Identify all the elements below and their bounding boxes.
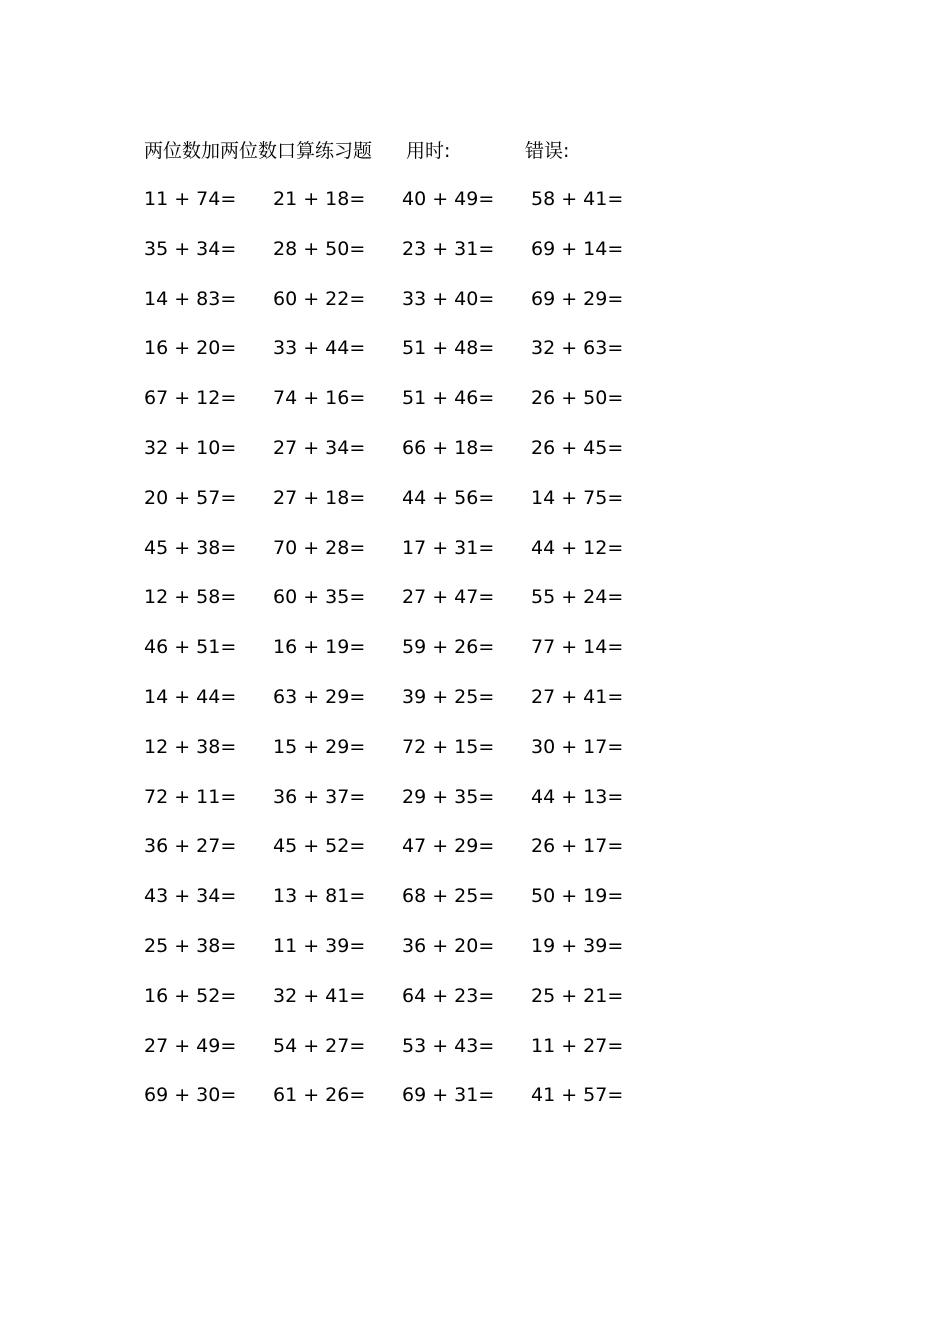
problem-item: 64 + 23= <box>402 984 495 1007</box>
problem-item: 60 + 22= <box>273 287 366 310</box>
problem-item: 11 + 27= <box>531 1034 624 1057</box>
worksheet-header <box>144 137 804 165</box>
problem-item: 36 + 27= <box>144 835 237 858</box>
problem-item: 60 + 35= <box>273 586 366 609</box>
problem-item: 29 + 35= <box>402 785 495 808</box>
problem-item: 27 + 49= <box>144 1034 237 1057</box>
problem-item: 40 + 49= <box>402 188 495 210</box>
problem-item: 33 + 40= <box>402 287 495 310</box>
problem-item: 33 + 44= <box>273 337 366 360</box>
problem-item: 23 + 31= <box>402 237 495 260</box>
problem-item: 21 + 18= <box>273 188 366 210</box>
problem-item: 61 + 26= <box>273 1084 366 1107</box>
problem-item: 14 + 44= <box>144 685 237 708</box>
problem-item: 55 + 24= <box>531 586 624 609</box>
problem-item: 51 + 46= <box>402 387 495 410</box>
problem-item: 26 + 50= <box>531 387 624 410</box>
problem-item: 27 + 41= <box>531 685 624 708</box>
problem-item: 69 + 31= <box>402 1084 495 1107</box>
problem-item: 35 + 34= <box>144 237 237 260</box>
problem-item: 51 + 48= <box>402 337 495 360</box>
problem-item: 72 + 15= <box>402 735 495 758</box>
problem-item: 36 + 20= <box>402 934 495 957</box>
problem-item: 32 + 41= <box>273 984 366 1007</box>
problem-item: 27 + 18= <box>273 486 366 509</box>
problem-item: 20 + 57= <box>144 486 237 509</box>
problem-item: 59 + 26= <box>402 636 495 659</box>
problem-item: 14 + 75= <box>531 486 624 509</box>
problem-item: 70 + 28= <box>273 536 366 559</box>
problem-item: 54 + 27= <box>273 1034 366 1057</box>
problem-item: 66 + 18= <box>402 436 495 459</box>
time-label: 用时: <box>406 140 451 162</box>
problem-item: 63 + 29= <box>273 685 366 708</box>
problem-item: 12 + 38= <box>144 735 237 758</box>
problem-item: 72 + 11= <box>144 785 237 808</box>
problem-item: 36 + 37= <box>273 785 366 808</box>
problem-item: 46 + 51= <box>144 636 237 659</box>
problem-item: 67 + 12= <box>144 387 237 410</box>
problem-item: 53 + 43= <box>402 1034 495 1057</box>
problem-item: 12 + 58= <box>144 586 237 609</box>
problem-item: 44 + 13= <box>531 785 624 808</box>
problem-item: 41 + 57= <box>531 1084 624 1107</box>
problem-item: 17 + 31= <box>402 536 495 559</box>
problem-item: 43 + 34= <box>144 885 237 908</box>
problem-item: 14 + 83= <box>144 287 237 310</box>
problem-item: 30 + 17= <box>531 735 624 758</box>
problem-item: 16 + 52= <box>144 984 237 1007</box>
problem-item: 44 + 12= <box>531 536 624 559</box>
problem-item: 26 + 45= <box>531 436 624 459</box>
problem-item: 27 + 47= <box>402 586 495 609</box>
problem-item: 45 + 52= <box>273 835 366 858</box>
problem-item: 39 + 25= <box>402 685 495 708</box>
problem-item: 50 + 19= <box>531 885 624 908</box>
problem-item: 58 + 41= <box>531 188 624 210</box>
problem-item: 13 + 81= <box>273 885 366 908</box>
problem-item: 74 + 16= <box>273 387 366 410</box>
problem-item: 28 + 50= <box>273 237 366 260</box>
problem-item: 15 + 29= <box>273 735 366 758</box>
problem-item: 77 + 14= <box>531 636 624 659</box>
problem-item: 16 + 20= <box>144 337 237 360</box>
problem-item: 25 + 38= <box>144 934 237 957</box>
problem-item: 32 + 63= <box>531 337 624 360</box>
problem-item: 11 + 39= <box>273 934 366 957</box>
problem-item: 69 + 30= <box>144 1084 237 1107</box>
errors-label: 错误: <box>525 140 570 162</box>
problem-item: 16 + 19= <box>273 636 366 659</box>
problem-item: 44 + 56= <box>402 486 495 509</box>
problem-item: 25 + 21= <box>531 984 624 1007</box>
problem-item: 45 + 38= <box>144 536 237 559</box>
problem-item: 32 + 10= <box>144 436 237 459</box>
problem-item: 19 + 39= <box>531 934 624 957</box>
problem-item: 26 + 17= <box>531 835 624 858</box>
worksheet-title: 两位数加两位数口算练习题 <box>144 140 373 162</box>
problem-item: 69 + 29= <box>531 287 624 310</box>
problem-item: 68 + 25= <box>402 885 495 908</box>
problem-item: 47 + 29= <box>402 835 495 858</box>
problem-item: 69 + 14= <box>531 237 624 260</box>
problem-grid <box>144 185 664 1131</box>
problem-item: 11 + 74= <box>144 188 237 210</box>
problem-item: 27 + 34= <box>273 436 366 459</box>
